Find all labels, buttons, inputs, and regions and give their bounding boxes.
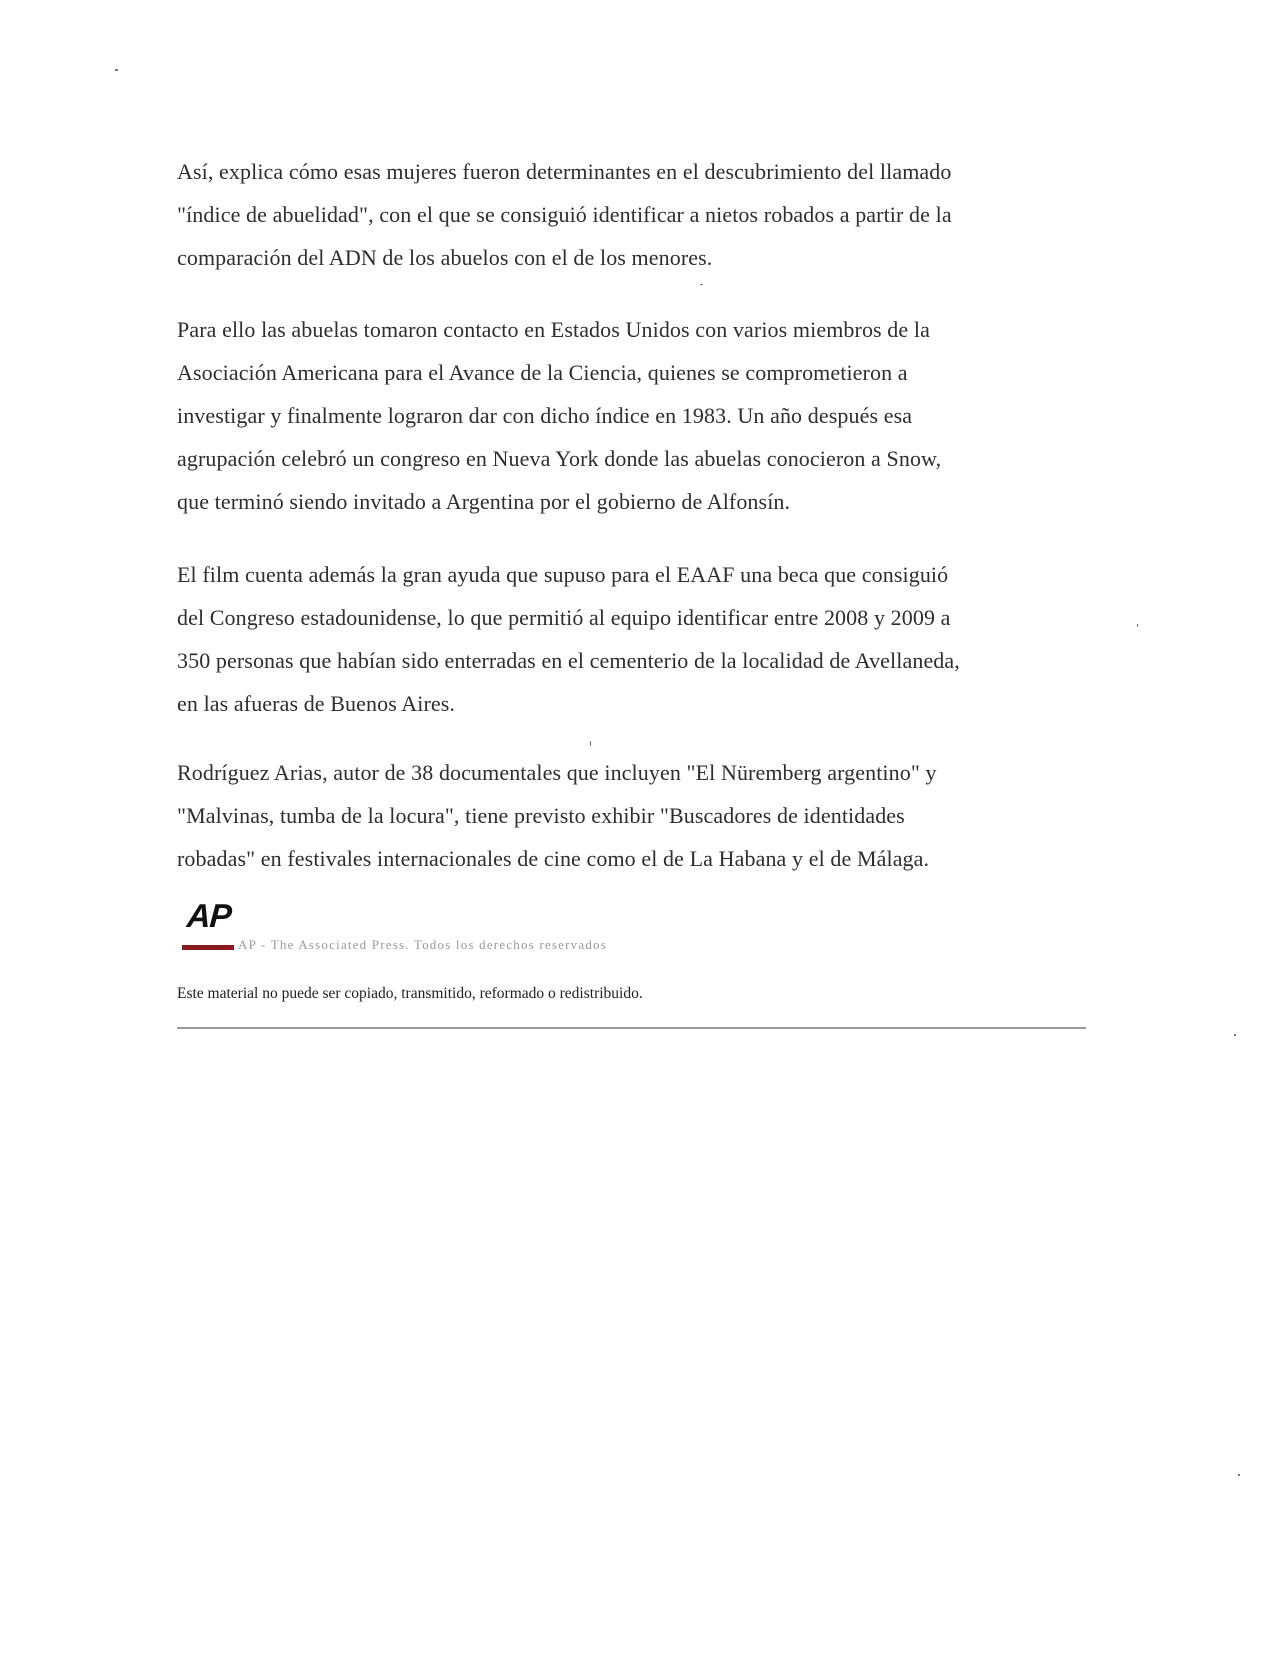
scan-speck [1137, 624, 1138, 627]
scan-speck [700, 284, 703, 285]
scan-speck [1238, 1474, 1240, 1476]
ap-logo-bar [182, 945, 234, 950]
copyright-credit: AP - The Associated Press. Todos los derechos reservados [238, 937, 607, 952]
article-paragraph: Rodríguez Arias, autor de 38 documentales que incluyen "El Nüremberg argentino" y "Malvinas, tumba de la locura", tiene previsto exhibir "Buscadores de identidades robadas" en festivales internacionales de cine como el de La Habana y el de Málaga. [177, 760, 937, 871]
article-paragraph: Para ello las abuelas tomaron contacto en Estados Unidos con varios miembros de la Asociación Americana para el Avance de la Ciencia, quienes se comprometieron a investigar y finalmente lograron dar con dicho índice en 1983. Un año después esa agrupación celebró un congreso en Nueva York donde las abuelas conocieron a Snow, que terminó siendo invitado a Argentina por el gobierno de Alfonsín. [177, 317, 942, 514]
ap-logo: AP [185, 897, 233, 934]
scan-speck [115, 69, 118, 71]
article-paragraph: El film cuenta además la gran ayuda que supuso para el EAAF una beca que consiguió del Congreso estadounidense, lo que permitió al equipo identificar entre 2008 y 2009 a 350 personas que habían sido enterradas en el cementerio de la localidad de Avellaneda, en las afueras de Buenos Aires. [177, 562, 960, 716]
copyright-disclaimer: Este material no puede ser copiado, transmitido, reformado o redistribuido. [177, 985, 643, 1002]
article-paragraph: Así, explica cómo esas mujeres fueron determinantes en el descubrimiento del llamado "índice de abuelidad", con el que se consiguió identificar a nietos robados a partir de la comparación del ADN de los abuelos con el de los menores. [177, 159, 952, 270]
scan-speck [1234, 1034, 1236, 1036]
footer-divider [177, 1027, 1086, 1029]
scan-speck [590, 741, 591, 746]
